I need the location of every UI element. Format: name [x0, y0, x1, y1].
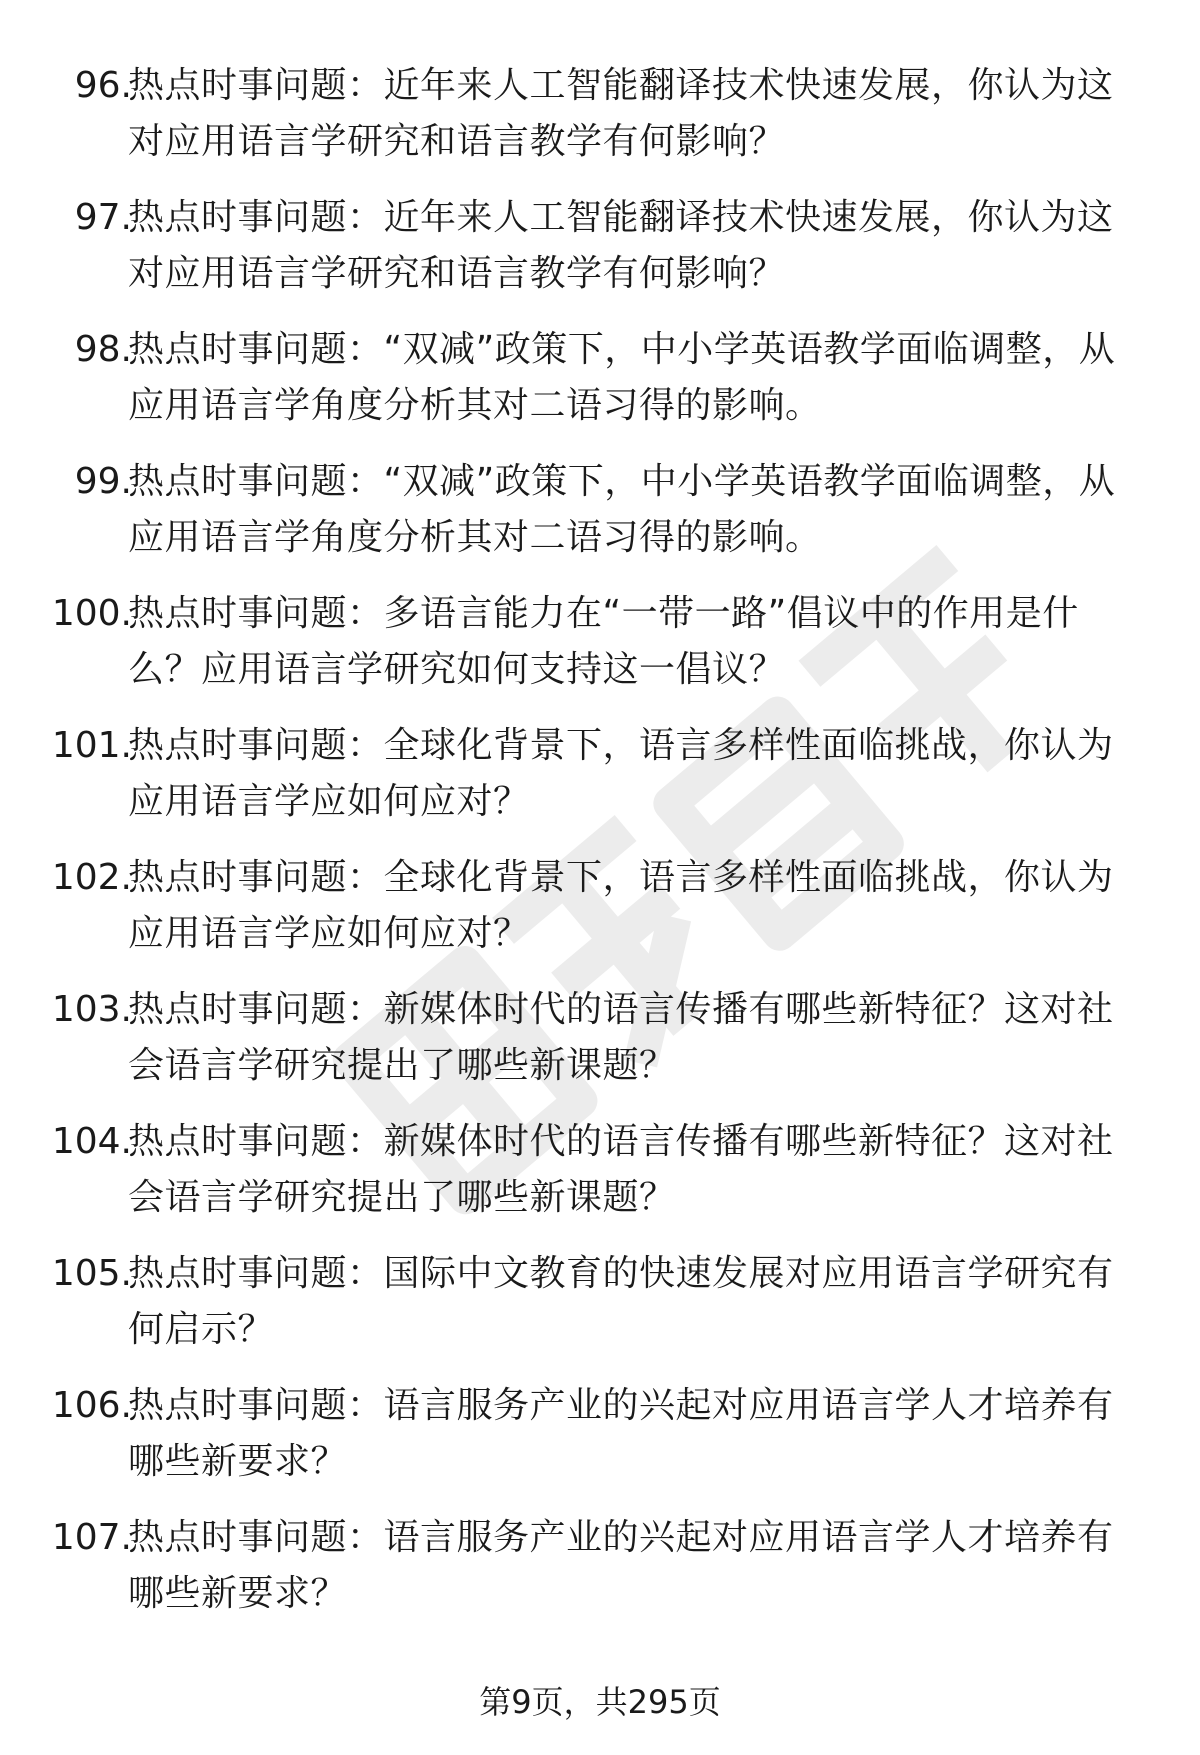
question-number: 105. — [51, 1253, 132, 1294]
question-number: 98. — [74, 329, 132, 370]
page-footer: 第9页，共295页 — [479, 1683, 721, 1721]
question-text: 热点时事问题：国际中文教育的快速发展对应用语言学研究有何启示？ — [128, 1253, 1114, 1350]
list-item — [0, 1246, 1200, 1378]
question-text: 热点时事问题：语言服务产业的兴起对应用语言学人才培养有哪些新要求？ — [128, 1385, 1114, 1482]
question-number: 107. — [51, 1517, 132, 1558]
list-item — [0, 982, 1200, 1114]
question-number: 102. — [51, 857, 132, 898]
list-item — [0, 1510, 1200, 1642]
question-text: 热点时事问题：语言服务产业的兴起对应用语言学人才培养有哪些新要求？ — [128, 1517, 1114, 1614]
question-number: 99. — [74, 461, 132, 502]
question-number: 103. — [51, 989, 132, 1030]
list-item — [0, 586, 1200, 718]
list-item — [0, 850, 1200, 982]
list-item — [0, 718, 1200, 850]
list-item — [0, 190, 1200, 322]
question-list — [0, 58, 1200, 1642]
question-text: 热点时事问题：近年来人工智能翻译技术快速发展，你认为这对应用语言学研究和语言教学有何影响？ — [128, 65, 1114, 162]
list-item — [0, 1114, 1200, 1246]
list-item — [0, 454, 1200, 586]
question-text: 热点时事问题：“双减”政策下，中小学英语教学面临调整，从应用语言学角度分析其对二语习得的影响。 — [128, 461, 1116, 558]
question-text: 热点时事问题：“双减”政策下，中小学英语教学面临调整，从应用语言学角度分析其对二语习得的影响。 — [128, 329, 1116, 426]
list-item — [0, 1378, 1200, 1510]
question-text: 热点时事问题：新媒体时代的语言传播有哪些新特征？这对社会语言学研究提出了哪些新课题？ — [128, 1121, 1114, 1218]
question-text: 热点时事问题：新媒体时代的语言传播有哪些新特征？这对社会语言学研究提出了哪些新课题？ — [128, 989, 1114, 1086]
question-text: 热点时事问题：全球化背景下，语言多样性面临挑战，你认为应用语言学应如何应对？ — [128, 725, 1114, 822]
list-item — [0, 322, 1200, 454]
question-number: 100. — [51, 593, 132, 634]
question-text: 热点时事问题：全球化背景下，语言多样性面临挑战，你认为应用语言学应如何应对？ — [128, 857, 1114, 954]
question-number: 101. — [51, 725, 132, 766]
question-text: 热点时事问题：多语言能力在“一带一路”倡议中的作用是什么？应用语言学研究如何支持这一倡议？ — [128, 593, 1079, 690]
question-text: 热点时事问题：近年来人工智能翻译技术快速发展，你认为这对应用语言学研究和语言教学有何影响？ — [128, 197, 1114, 294]
question-number: 104. — [51, 1121, 132, 1162]
question-number: 96. — [74, 65, 132, 106]
list-item — [0, 58, 1200, 190]
question-number: 97. — [74, 197, 132, 238]
question-number: 106. — [51, 1385, 132, 1426]
